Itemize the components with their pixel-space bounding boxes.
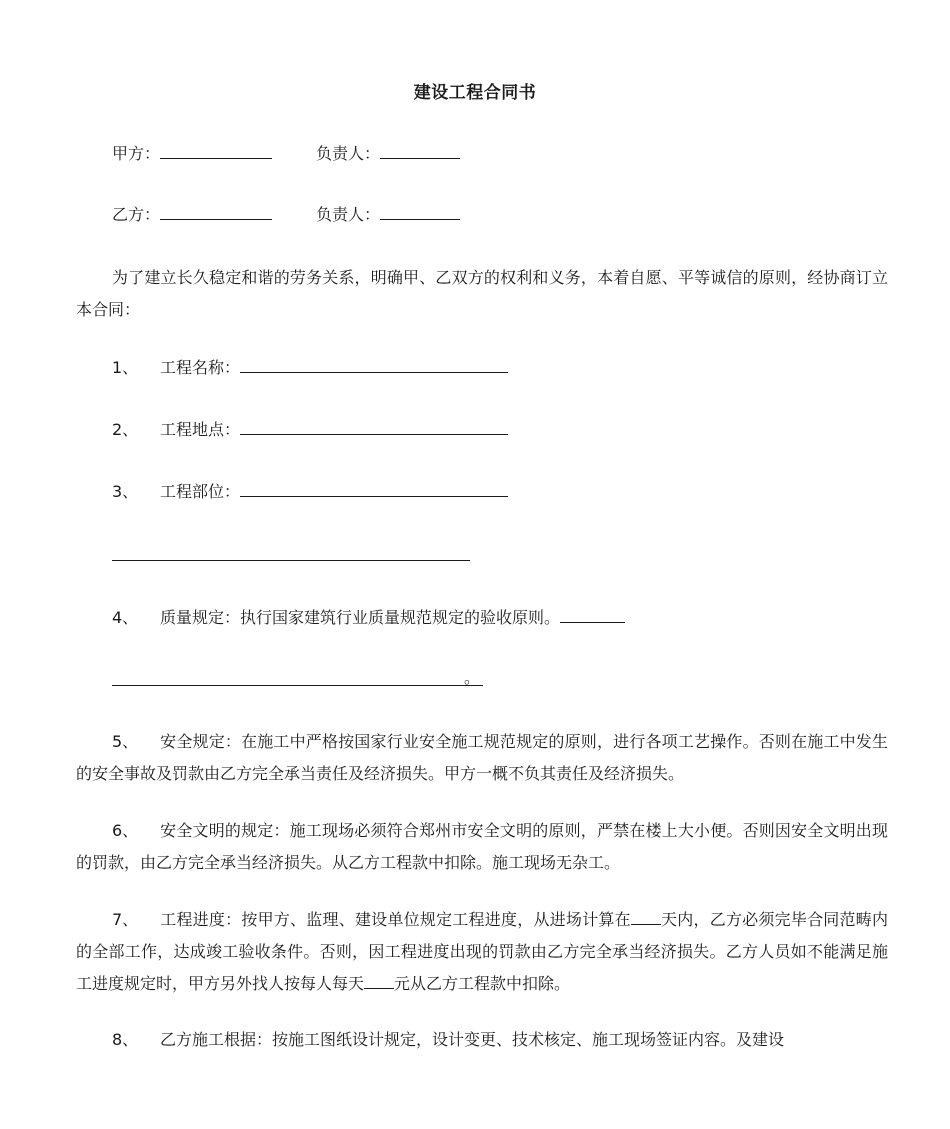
item-text-part-a: 工程进度：按甲方、监理、建设单位规定工程进度，从进场计算在 [160, 910, 631, 929]
party-b-person-label: 负责人： [316, 205, 381, 224]
days-blank[interactable] [631, 906, 661, 925]
item-text-part-b: 天内，乙方必须完毕合同范畴内的全部工作，达成竣工验收条件。否则，因工程进度出现的罚款由乙方完全承当经济损失。乙方人员如不能满足施工进度规定时，甲方另外找人按每人每天 [76, 910, 888, 993]
item-number: 5、 [112, 732, 139, 751]
period-mark: 。 [464, 668, 481, 687]
item-number: 8、 [112, 1030, 139, 1049]
daily-rate-blank[interactable] [364, 970, 394, 989]
item-text: 安全规定：在施工中严格按国家行业安全施工规范规定的原则，进行各项工艺操作。否则在施工中发生的安全事故及罚款由乙方完全承当责任及经济损失。甲方一概不负其责任及经济损失。 [76, 732, 888, 783]
party-b-person-blank[interactable] [380, 201, 460, 220]
party-b-label: 乙方： [112, 205, 161, 224]
item-number: 4、 [112, 608, 139, 627]
item-2 [112, 416, 508, 440]
item-5 [76, 726, 888, 790]
item-text: 乙方施工根据：按施工图纸设计规定，设计变更、技术核定、施工现场签证内容。及建设 [160, 1030, 785, 1049]
quality-continuation-blank[interactable] [112, 685, 483, 686]
quality-blank[interactable] [560, 604, 625, 623]
intro-paragraph [76, 262, 888, 326]
item-number: 6、 [112, 821, 139, 840]
item-text-part-c: 元从乙方工程款中扣除。 [394, 974, 571, 993]
item-3 [112, 478, 508, 502]
party-b-blank[interactable] [160, 201, 272, 220]
project-part-continuation-blank[interactable] [112, 560, 470, 561]
party-a-person-label: 负责人： [316, 144, 381, 163]
item-label: 工程部位： [160, 482, 241, 501]
project-part-blank[interactable] [240, 478, 508, 497]
item-text: 安全文明的规定：施工现场必须符合郑州市安全文明的原则，严禁在楼上大小便。否则因安全文明出现的罚款，由乙方完全承当经济损失。从乙方工程款中扣除。施工现场无杂工。 [76, 821, 888, 872]
intro-text: 为了建立长久稳定和谐的劳务关系，明确甲、乙双方的权利和义务，本着自愿、平等诚信的原则，经协商订立本合同： [76, 268, 888, 319]
item-label: 工程名称： [160, 358, 241, 377]
item-1 [112, 354, 508, 378]
project-location-blank[interactable] [240, 416, 508, 435]
item-7 [76, 904, 888, 1000]
party-a-line [112, 140, 272, 164]
item-label: 质量规定：执行国家建筑行业质量规范规定的验收原则。 [160, 608, 561, 627]
item-4 [112, 604, 625, 628]
item-number: 2、 [112, 420, 139, 439]
party-a-person-blank[interactable] [380, 140, 460, 159]
item-number: 3、 [112, 482, 139, 501]
item-6 [76, 815, 888, 879]
party-b-line [112, 201, 272, 225]
document-title: 建设工程合同书 [413, 83, 537, 103]
party-a-label: 甲方： [112, 144, 161, 163]
item-number: 7、 [112, 910, 139, 929]
item-label: 工程地点： [160, 420, 241, 439]
project-name-blank[interactable] [240, 354, 508, 373]
item-8 [112, 1028, 784, 1052]
party-b-person-line [316, 201, 460, 225]
party-a-blank[interactable] [160, 140, 272, 159]
party-a-person-line [316, 140, 460, 164]
item-number: 1、 [112, 358, 139, 377]
